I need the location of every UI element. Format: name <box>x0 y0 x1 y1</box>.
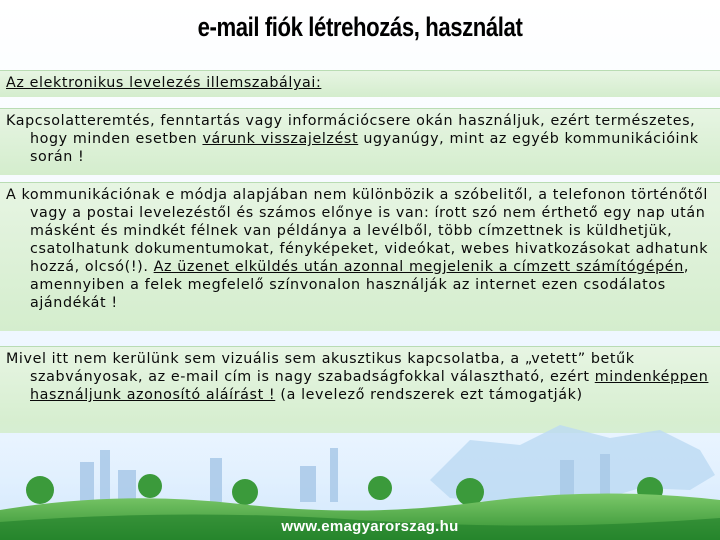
underlined-text: várunk visszajelzést <box>202 131 359 147</box>
paragraph-feedback: Kapcsolatteremtés, fenntartás vagy információcsere okán használjuk, ezért természetes, hogy minden esetben várunk visszajelzést ugyanúgy, mint az egyéb kommunikációink során ! <box>6 113 699 165</box>
paragraph-signature: Mivel itt nem kerülünk sem vizuális sem akusztikus kapcsolatba, a „vetett” betűk szabványosak, az e-mail cím is nagy szabadságfokkal választható, ezért mindenképpen használjunk azonosító aláírást ! (a levelező rendszerek ezt támogatják) <box>6 351 709 403</box>
underlined-text: Az üzenet elküldés után azonnal megjelenik a címzett számítógépén <box>153 259 684 275</box>
footer-url[interactable]: www.emagyarorszag.hu <box>281 518 459 535</box>
paragraph-communication: A kommunikációnak e módja alapjában nem különbözik a szóbelitől, a telefonon történőtől vagy a postai levelezéstől és számos előnye is van: írott szó nem érthető egy nap után másként és mindkét félnek van példánya a levélből, több címzettnek is küldhetjük, csatolhatunk dokumentumokat, fényképeket, videókat, webes hivatkozásokat adhatunk hozzá, olcsó(!). Az üzenet elküldés után azonnal megjelenik a címzett számítógépén, amennyiben a felek megfelelő színvonalon használják az internet ezen csodálatos ajándékát ! <box>6 187 709 311</box>
rules-heading: Az elektronikus levelezés illemszabályai: <box>6 75 322 91</box>
slide-title: e-mail fiók létrehozás, használat <box>197 12 523 42</box>
underlined-text: mindenképpen használjunk azonosító aláírást ! <box>30 369 709 403</box>
